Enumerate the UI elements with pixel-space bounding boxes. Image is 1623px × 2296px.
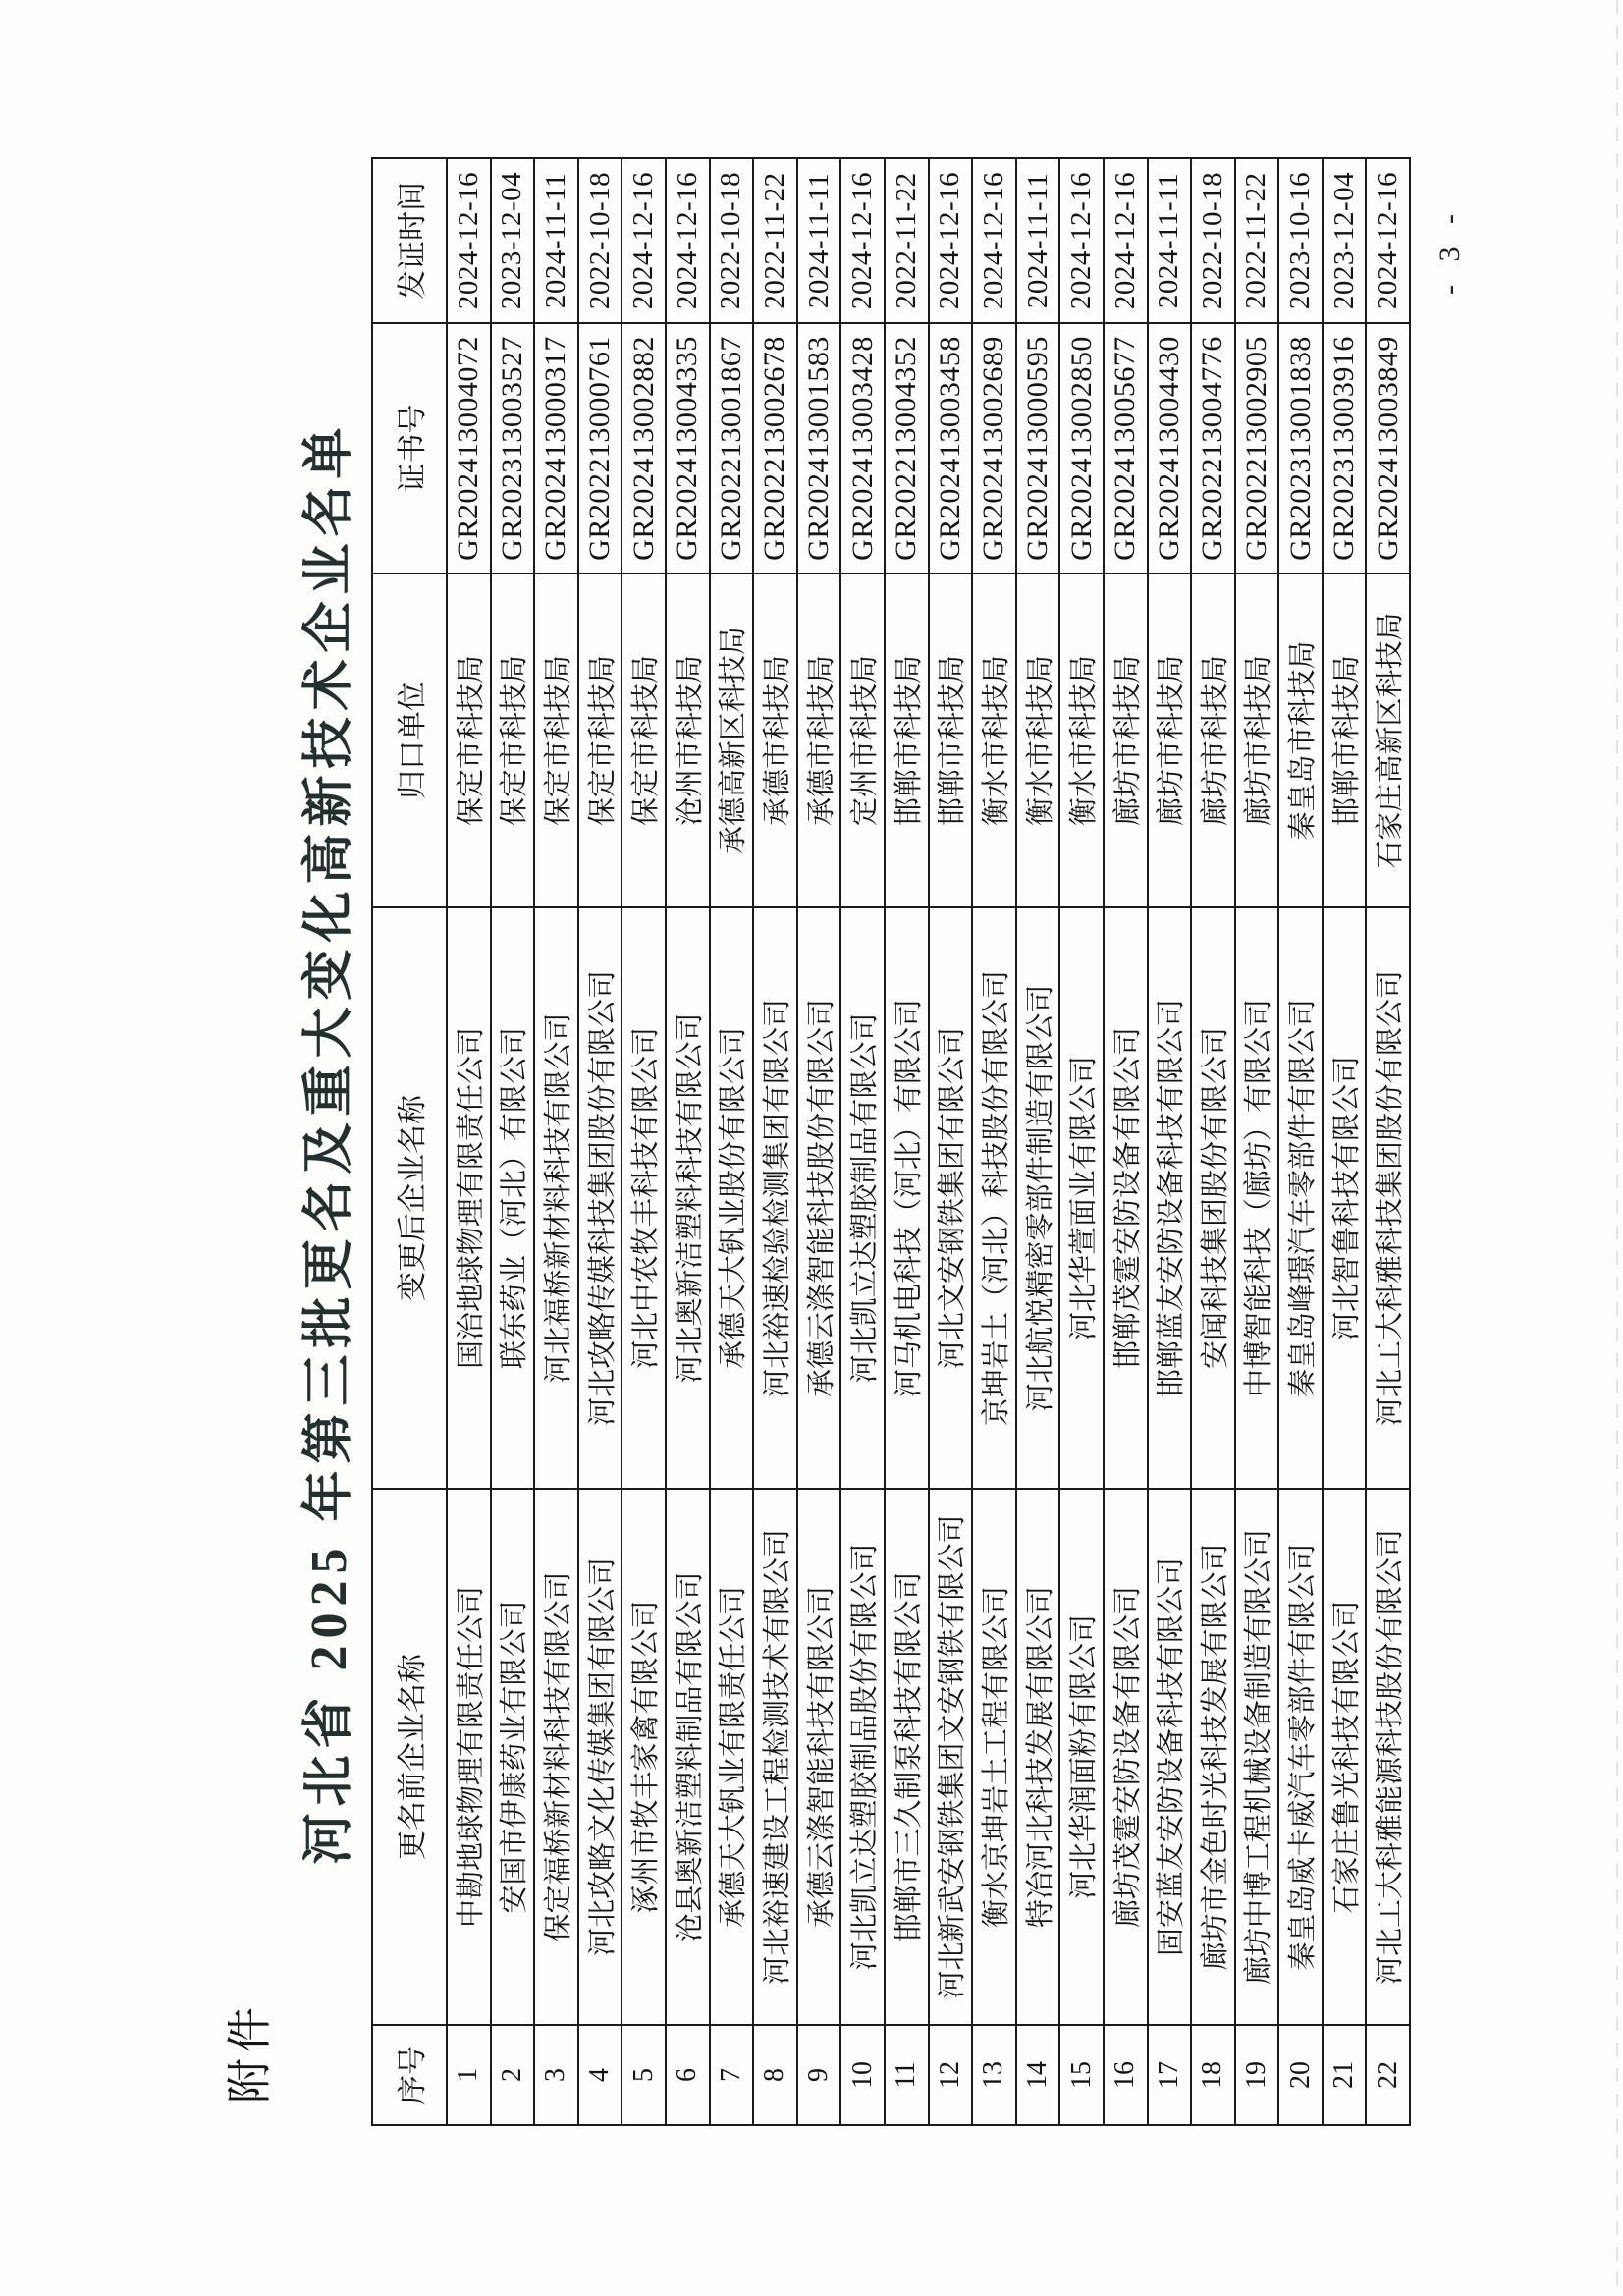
cell-issue-date: 2024-12-16 (929, 158, 973, 323)
cell-certificate-no: GR202313001838 (1278, 323, 1323, 574)
cell-new-name: 联东药业（河北）有限公司 (491, 907, 535, 1489)
cell-authority: 廊坊市科技局 (1148, 574, 1192, 907)
cell-certificate-no: GR202413003849 (1366, 323, 1410, 574)
cell-issue-date: 2022-11-22 (753, 158, 797, 323)
cell-authority: 保定市科技局 (534, 574, 578, 907)
header-old-name: 更名前企业名称 (372, 1489, 447, 2025)
cell-authority: 承德市科技局 (753, 574, 797, 907)
enterprise-rename-table (371, 157, 1411, 2126)
cell-old-name: 邯郸市三久制泵科技有限公司 (885, 1489, 929, 2025)
cell-certificate-no: GR202213002678 (753, 323, 797, 574)
cell-serial-number: 17 (1148, 2025, 1192, 2125)
table-row (1104, 158, 1148, 2125)
cell-certificate-no: GR202213000761 (578, 323, 622, 574)
table-row (1366, 158, 1410, 2125)
cell-new-name: 河马机电科技（河北）有限公司 (885, 907, 929, 1489)
cell-old-name: 中勘地球物理有限责任公司 (447, 1489, 491, 2025)
cell-authority: 衡水市科技局 (1016, 574, 1060, 907)
cell-new-name: 京坤岩土（河北）科技股份有限公司 (972, 907, 1016, 1489)
table-row (1235, 158, 1279, 2125)
cell-issue-date: 2024-12-16 (1366, 158, 1410, 323)
cell-old-name: 沧县奥新洁塑料制品有限公司 (666, 1489, 710, 2025)
cell-authority: 廊坊市科技局 (1191, 574, 1235, 907)
table-row (929, 158, 973, 2125)
cell-certificate-no: GR202413001583 (797, 323, 841, 574)
page-number: - 3 - (1434, 206, 1466, 295)
cell-authority: 邯郸市科技局 (885, 574, 929, 907)
cell-new-name: 河北福桥新材料科技有限公司 (534, 907, 578, 1489)
cell-new-name: 河北工大科雅科技集团股份有限公司 (1366, 907, 1410, 1489)
cell-authority: 邯郸市科技局 (1323, 574, 1367, 907)
cell-new-name: 承德天大钒业股份有限公司 (710, 907, 754, 1489)
table-row (1059, 158, 1104, 2125)
cell-serial-number: 8 (753, 2025, 797, 2125)
cell-new-name: 国治地球物理有限责任公司 (447, 907, 491, 1489)
cell-new-name: 邯郸茂霆安防设备有限公司 (1104, 907, 1148, 1489)
cell-authority: 承德市科技局 (797, 574, 841, 907)
table-row (840, 158, 885, 2125)
cell-issue-date: 2024-12-16 (666, 158, 710, 323)
cell-old-name: 秦皇岛威卡威汽车零部件有限公司 (1278, 1489, 1323, 2025)
table-row (1323, 158, 1367, 2125)
header-certificate-no: 证书号 (372, 323, 447, 574)
table-row (1278, 158, 1323, 2125)
cell-new-name: 中博智能科技（廊坊）有限公司 (1235, 907, 1279, 1489)
cell-issue-date: 2024-12-16 (447, 158, 491, 323)
cell-serial-number: 12 (929, 2025, 973, 2125)
cell-new-name: 邯郸蓝友安防设备科技有限公司 (1148, 907, 1192, 1489)
cell-new-name: 河北智鲁科技有限公司 (1323, 907, 1367, 1489)
cell-old-name: 保定福桥新材料科技有限公司 (534, 1489, 578, 2025)
cell-certificate-no: GR202213002905 (1235, 323, 1279, 574)
cell-issue-date: 2024-11-11 (797, 158, 841, 323)
cell-new-name: 河北奥新洁塑料科技有限公司 (666, 907, 710, 1489)
table-row (797, 158, 841, 2125)
table-row (1148, 158, 1192, 2125)
cell-serial-number: 15 (1059, 2025, 1104, 2125)
cell-old-name: 承德云涤智能科技有限公司 (797, 1489, 841, 2025)
cell-issue-date: 2022-11-22 (1235, 158, 1279, 323)
cell-issue-date: 2024-11-11 (534, 158, 578, 323)
cell-certificate-no: GR202413002689 (972, 323, 1016, 574)
cell-issue-date: 2022-10-18 (578, 158, 622, 323)
cell-serial-number: 2 (491, 2025, 535, 2125)
table-row (622, 158, 666, 2125)
cell-serial-number: 13 (972, 2025, 1016, 2125)
cell-new-name: 秦皇岛峰璟汽车零部件有限公司 (1278, 907, 1323, 1489)
cell-old-name: 河北新武安钢铁集团文安钢铁有限公司 (929, 1489, 973, 2025)
cell-serial-number: 3 (534, 2025, 578, 2125)
header-issue-date: 发证时间 (372, 158, 447, 323)
table-body (447, 158, 1410, 2125)
cell-old-name: 承德天大钒业有限责任公司 (710, 1489, 754, 2025)
cell-old-name: 涿州市牧丰家禽有限公司 (622, 1489, 666, 2025)
cell-authority: 秦皇岛市科技局 (1278, 574, 1323, 907)
cell-issue-date: 2024-11-11 (1148, 158, 1192, 323)
cell-old-name: 廊坊中博工程机械设备制造有限公司 (1235, 1489, 1279, 2025)
header-serial-number: 序号 (372, 2025, 447, 2125)
cell-certificate-no: GR202413000317 (534, 323, 578, 574)
cell-old-name: 河北工大科雅能源科技股份有限公司 (1366, 1489, 1410, 2025)
cell-old-name: 安国市伊康药业有限公司 (491, 1489, 535, 2025)
cell-authority: 衡水市科技局 (972, 574, 1016, 907)
cell-certificate-no: GR202213004776 (1191, 323, 1235, 574)
cell-serial-number: 19 (1235, 2025, 1279, 2125)
cell-new-name: 河北华萱面业有限公司 (1059, 907, 1104, 1489)
header-authority: 归口单位 (372, 574, 447, 907)
table-header-row (372, 158, 447, 2125)
cell-old-name: 石家庄鲁光科技有限公司 (1323, 1489, 1367, 2025)
cell-new-name: 河北文安钢铁集团有限公司 (929, 907, 973, 1489)
cell-certificate-no: GR202413004072 (447, 323, 491, 574)
cell-old-name: 河北华润面粉有限公司 (1059, 1489, 1104, 2025)
table-row (972, 158, 1016, 2125)
cell-new-name: 安闻科技集团股份有限公司 (1191, 907, 1235, 1489)
cell-old-name: 衡水京坤岩土工程有限公司 (972, 1489, 1016, 2025)
cell-new-name: 河北凯立达塑胶制品有限公司 (840, 907, 885, 1489)
cell-serial-number: 21 (1323, 2025, 1367, 2125)
cell-serial-number: 6 (666, 2025, 710, 2125)
cell-issue-date: 2024-12-16 (1104, 158, 1148, 323)
cell-authority: 承德高新区科技局 (710, 574, 754, 907)
cell-certificate-no: GR202313003916 (1323, 323, 1367, 574)
cell-authority: 邯郸市科技局 (929, 574, 973, 907)
cell-authority: 保定市科技局 (447, 574, 491, 907)
cell-serial-number: 4 (578, 2025, 622, 2125)
cell-issue-date: 2024-12-16 (840, 158, 885, 323)
cell-certificate-no: GR202413002850 (1059, 323, 1104, 574)
scan-edge-artifact (1616, 0, 1618, 2296)
cell-authority: 廊坊市科技局 (1104, 574, 1148, 907)
cell-certificate-no: GR202413005677 (1104, 323, 1148, 574)
cell-new-name: 河北中农牧丰科技有限公司 (622, 907, 666, 1489)
table-row (534, 158, 578, 2125)
cell-old-name: 廊坊茂霆安防设备有限公司 (1104, 1489, 1148, 2025)
cell-certificate-no: GR202413004430 (1148, 323, 1192, 574)
cell-authority: 石家庄高新区科技局 (1366, 574, 1410, 907)
cell-new-name: 承德云涤智能科技股份有限公司 (797, 907, 841, 1489)
cell-issue-date: 2024-12-16 (972, 158, 1016, 323)
cell-new-name: 河北裕速检验检测集团有限公司 (753, 907, 797, 1489)
cell-authority: 衡水市科技局 (1059, 574, 1104, 907)
table-row (666, 158, 710, 2125)
document-title: 河北省 2025 年第三批更名及重大变化高新技术企业名单 (301, 420, 357, 1865)
cell-old-name: 河北裕速建设工程检测技术有限公司 (753, 1489, 797, 2025)
cell-serial-number: 1 (447, 2025, 491, 2125)
table-row (578, 158, 622, 2125)
cell-issue-date: 2023-10-16 (1278, 158, 1323, 323)
cell-serial-number: 11 (885, 2025, 929, 2125)
cell-issue-date: 2024-12-16 (1059, 158, 1104, 323)
cell-authority: 保定市科技局 (622, 574, 666, 907)
cell-serial-number: 16 (1104, 2025, 1148, 2125)
cell-certificate-no: GR202313003527 (491, 323, 535, 574)
cell-serial-number: 10 (840, 2025, 885, 2125)
cell-issue-date: 2024-11-11 (1016, 158, 1060, 323)
table-row (885, 158, 929, 2125)
cell-old-name: 河北凯立达塑胶制品股份有限公司 (840, 1489, 885, 2025)
cell-authority: 保定市科技局 (578, 574, 622, 907)
attachment-label: 附件 (225, 2001, 275, 2104)
cell-certificate-no: GR202213004352 (885, 323, 929, 574)
cell-serial-number: 22 (1366, 2025, 1410, 2125)
cell-new-name: 河北攻略传媒科技集团股份有限公司 (578, 907, 622, 1489)
header-new-name: 变更后企业名称 (372, 907, 447, 1489)
cell-old-name: 特冶河北科技发展有限公司 (1016, 1489, 1060, 2025)
cell-issue-date: 2022-10-18 (1191, 158, 1235, 323)
table-row (491, 158, 535, 2125)
cell-certificate-no: GR202413002882 (622, 323, 666, 574)
cell-serial-number: 14 (1016, 2025, 1060, 2125)
cell-serial-number: 7 (710, 2025, 754, 2125)
cell-certificate-no: GR202213001867 (710, 323, 754, 574)
cell-authority: 沧州市科技局 (666, 574, 710, 907)
cell-certificate-no: GR202413003428 (840, 323, 885, 574)
cell-serial-number: 18 (1191, 2025, 1235, 2125)
table-row (447, 158, 491, 2125)
cell-serial-number: 5 (622, 2025, 666, 2125)
cell-new-name: 河北航悦精密零部件制造有限公司 (1016, 907, 1060, 1489)
table-row (1016, 158, 1060, 2125)
cell-issue-date: 2022-10-18 (710, 158, 754, 323)
cell-serial-number: 9 (797, 2025, 841, 2125)
cell-authority: 定州市科技局 (840, 574, 885, 907)
cell-old-name: 河北攻略文化传媒集团有限公司 (578, 1489, 622, 2025)
cell-old-name: 固安蓝友安防设备科技有限公司 (1148, 1489, 1192, 2025)
table-row (1191, 158, 1235, 2125)
cell-issue-date: 2023-12-04 (491, 158, 535, 323)
cell-authority: 廊坊市科技局 (1235, 574, 1279, 907)
cell-issue-date: 2022-11-22 (885, 158, 929, 323)
table-row (710, 158, 754, 2125)
cell-certificate-no: GR202413000595 (1016, 323, 1060, 574)
cell-old-name: 廊坊市金色时光科技发展有限公司 (1191, 1489, 1235, 2025)
cell-issue-date: 2023-12-04 (1323, 158, 1367, 323)
cell-certificate-no: GR202413004335 (666, 323, 710, 574)
cell-serial-number: 20 (1278, 2025, 1323, 2125)
cell-authority: 保定市科技局 (491, 574, 535, 907)
table-row (753, 158, 797, 2125)
cell-certificate-no: GR202413003458 (929, 323, 973, 574)
cell-issue-date: 2024-12-16 (622, 158, 666, 323)
